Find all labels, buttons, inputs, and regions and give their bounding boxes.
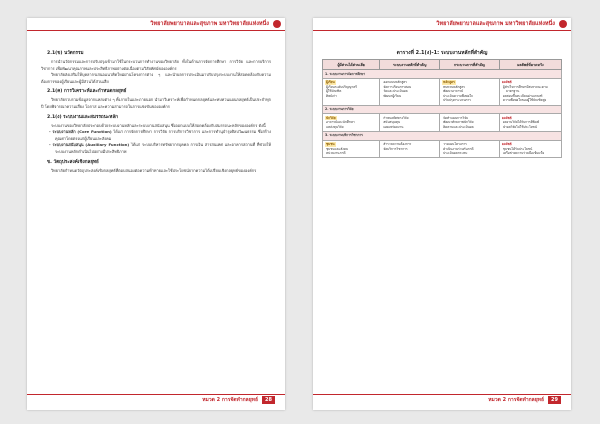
footer-chapter: หมวด 2 การจัดทำกลยุทธ์ [488, 396, 545, 403]
table-title: ตารางที่ 2.1(ง)-1: ระบบงานหลักที่สำคัญ [396, 50, 488, 56]
faculty-name: วิทยาลัยพยาบาลและสุขภาพ มหาวิทยาลัยแห่งหนึ่ง [150, 21, 269, 27]
column-header: ผลลัพธ์ที่คาดหวัง [499, 60, 561, 70]
table-cell: ผลลัพธ์ ชุมชนได้รับประโยชน์ เครือข่ายความร่วมมือเข้มแข็ง [499, 140, 561, 158]
table-row [323, 78, 562, 105]
column-header: กระบวนการที่สำคัญ [440, 60, 500, 70]
table-cell: จัดทำแผนการวิจัย พัฒนาศักยภาพนักวิจัย ติดตามและประเมินผล [440, 114, 500, 132]
section-title: 2.1(ข) นวัตกรรม [47, 51, 84, 56]
logo-icon [559, 20, 567, 28]
group-title: 3. ระบบงานบริการวิชาการ [323, 131, 562, 140]
section-title: 2.1(ค) การวิเคราะห์และกำหนดกลยุทธ์ [47, 89, 127, 95]
group-title: 1. ระบบงานการจัดการศึกษา [323, 70, 562, 79]
left-body [27, 31, 285, 174]
page-footer [27, 394, 285, 404]
table-cell: ผลลัพธ์ ผลงานวิจัยได้รับการตีพิมพ์ นำผลวิจัยไปใช้ประโยชน์ [499, 114, 561, 132]
page-footer [313, 394, 571, 404]
core-system-table [322, 59, 562, 158]
paragraph: วิทยาลัยกำหนดวัตถุประสงค์เชิงกลยุทธ์ที่ตอบสนองต่อความท้าทายและใช้ประโยชน์จากความได้เปรียบเชิงกลยุทธ์ขององค์กร [51, 167, 257, 173]
right-page [313, 18, 571, 410]
group-row [323, 131, 562, 140]
table-cell: นักวิจัย อาจารย์และนักศึกษา แหล่งทุนวิจัย [323, 114, 380, 132]
column-header: ผู้มีส่วนได้ส่วนเสีย [323, 60, 380, 70]
page-number: 29 [548, 396, 561, 404]
column-header: ระบบงานหลักที่สำคัญ [380, 60, 440, 70]
page-header [27, 18, 285, 31]
table-cell: กำหนดทิศทางวิจัย สนับสนุนทุน เผยแพร่ผลงาน [380, 114, 440, 132]
page-number: 28 [262, 396, 275, 404]
faculty-name: วิทยาลัยพยาบาลและสุขภาพ มหาวิทยาลัยแห่งหนึ่ง [436, 21, 555, 27]
table-cell: หลักสูตร ทบทวนหลักสูตร พัฒนาอาจารย์ ประเมินความพึงพอใจ ปรับปรุงกระบวนการ [440, 78, 500, 105]
paragraph: วิทยาลัยรวบรวมข้อมูลจากแหล่งต่าง ๆ ทั้งภายในและภายนอก นำมาวิเคราะห์เพื่อกำหนดกลยุทธ์และทบทวนแผนกลยุทธ์เป็นประจำทุกปี โดยพิจารณาความเสี่ยง โอกาส และความสามารถในการแข่งขันขององค์กร [41, 97, 271, 109]
table-header-row [323, 60, 562, 70]
section-title: ข. วัตถุประสงค์เชิงกลยุทธ์ [47, 159, 99, 165]
page-header [313, 18, 571, 31]
bullet-item: - ระบบงานสนับสนุน (Auxiliary Function) ได้แก่ ระบบบริหารทรัพยากรบุคคล การเงิน สารสนเทศ และอาคารสถานที่ ที่ช่วยให้ระบบงานหลักดำเนินไปอย่างมีประสิทธิภาพ [49, 142, 271, 154]
group-row [323, 70, 562, 79]
table-cell: ผลลัพธ์ ผู้สำเร็จการศึกษามีสมรรถนะตามมาตรฐาน ผลสอบขึ้นทะเบียนผ่านเกณฑ์ ความพึงพอใจของผู้ใช้บัณฑิตสูง [499, 78, 561, 105]
table-cell: ออกแบบหลักสูตร จัดการเรียนการสอน วัดและประเมินผล พัฒนาผู้เรียน [380, 78, 440, 105]
footer-chapter: หมวด 2 การจัดทำกลยุทธ์ [202, 396, 259, 403]
paragraph: ระบบงานของวิทยาลัยประกอบด้วยระบบงานหลักและระบบงานสนับสนุน ซึ่งออกแบบให้สอดคล้องกับสมรรถนะหลักขององค์กร ดังนี้ [51, 122, 266, 128]
table-cell: สำรวจความต้องการ จัดบริการวิชาการ [380, 140, 440, 158]
paragraph: การนำนวัตกรรมและการปรับปรุงเข้ามาใช้ในกระบวนการทำงานของวิทยาลัย ทั้งในด้านการจัดการศึกษา การวิจัย และการบริการวิชาการ เพื่อพัฒนาคุณภาพและประสิทธิภาพอย่างต่อเนื่องตามวิสัยทัศน์ขององค์กร [41, 59, 271, 71]
table-row [323, 140, 562, 158]
paragraph: วิทยาลัยส่งเสริมให้บุคลากรเสนอแนวคิดใหม่ผ่านโครงการต่าง ๆ และนำผลการประเมินมาปรับปรุงระบบงานให้สอดคล้องกับความต้องการของผู้เรียนและผู้มีส่วนได้ส่วนเสีย [41, 72, 271, 84]
section-title: 2.1(ง) ระบบงานและสมรรถนะหลัก [47, 114, 118, 120]
logo-icon [273, 20, 281, 28]
bullet-item: - ระบบงานหลัก (Core Function) ได้แก่ การจัดการศึกษา การวิจัย การบริการวิชาการ และการทำนุบำรุงศิลปวัฒนธรรม ซึ่งสร้างคุณค่าโดยตรงแก่ผู้เรียนและสังคม [49, 129, 271, 141]
left-page [27, 18, 285, 410]
group-row [323, 105, 562, 114]
table-cell: ชุมชน ชุมชนและสังคม หน่วยงานภาคี [323, 140, 380, 158]
table-cell: วางแผนโครงการ ดำเนินงานร่วมกับภาคี ประเมินผลกระทบ [440, 140, 500, 158]
table-cell: ผู้เรียน ผู้เรียนระดับปริญญาตรี ผู้ใช้บัณฑิต ศิษย์เก่า [323, 78, 380, 105]
group-title: 2. ระบบงานการวิจัย [323, 105, 562, 114]
table-row [323, 114, 562, 132]
